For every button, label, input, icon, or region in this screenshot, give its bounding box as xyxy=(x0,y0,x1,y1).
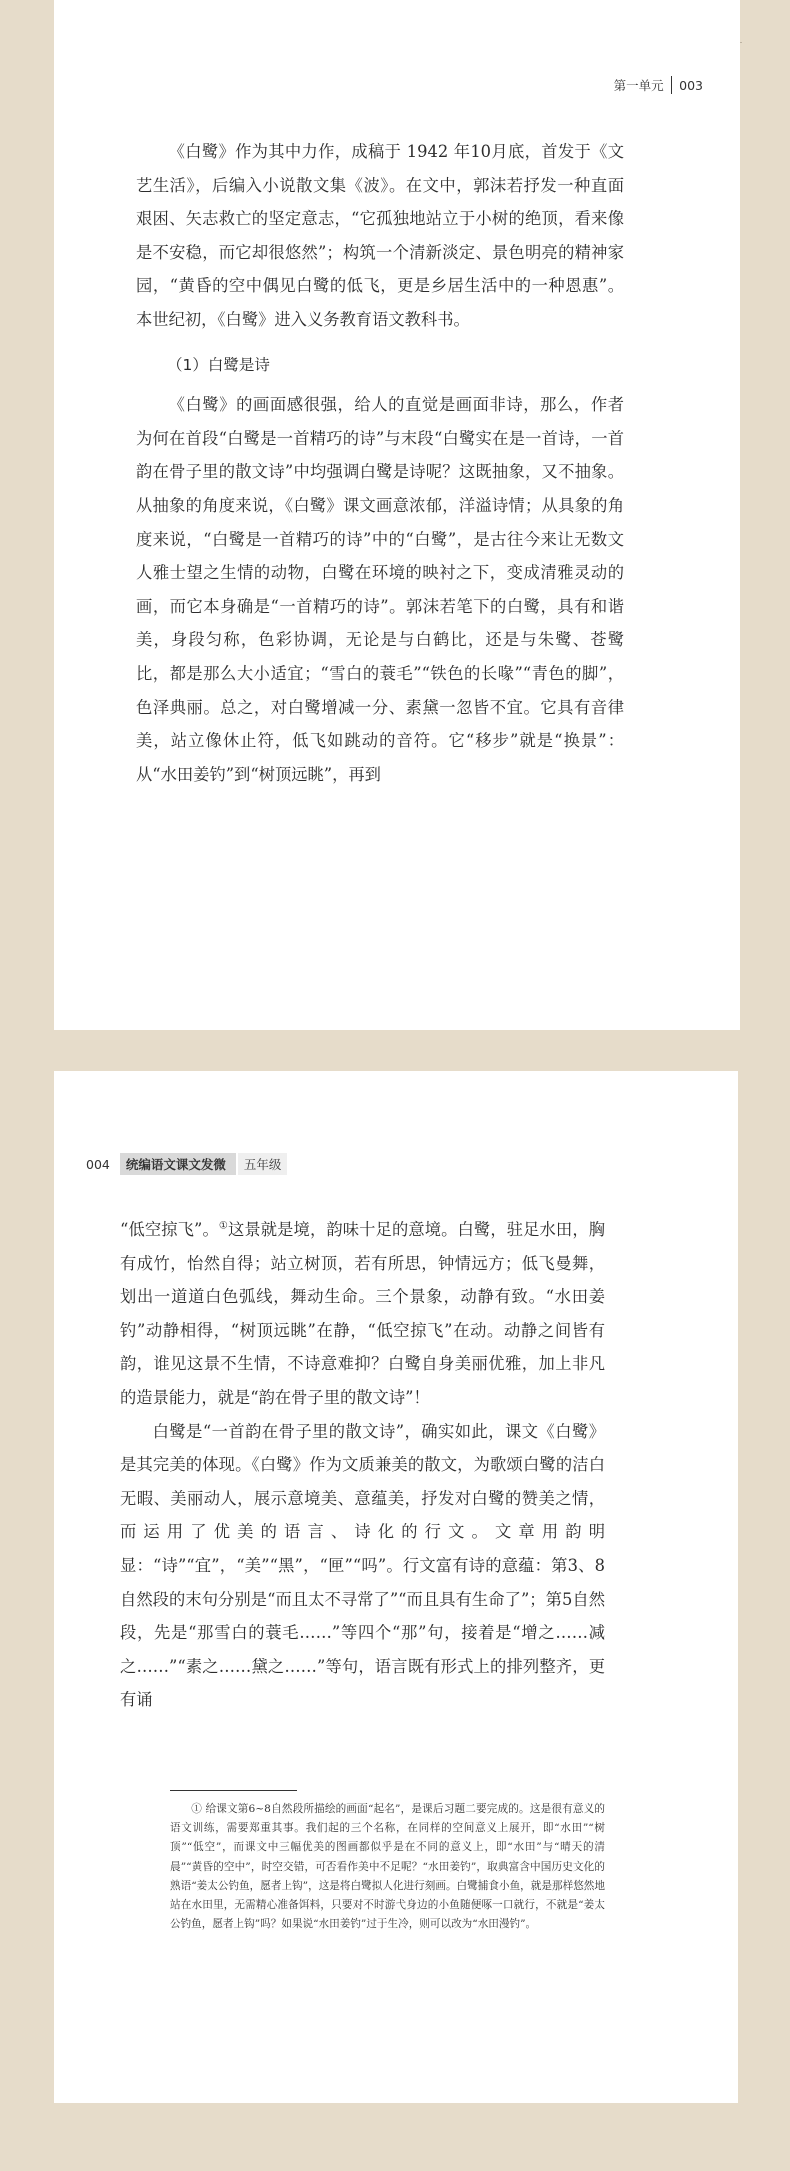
section-heading: （1）白鹭是诗 xyxy=(167,355,270,374)
paragraph-text: “低空掠飞”。 xyxy=(120,1220,219,1239)
unit-label: 第一单元 xyxy=(613,78,664,93)
paragraph-text: 这景就是境，韵味十足的意境。白鹭，驻足水田，胸有成竹，怡然自得；站立树顶，若有所思，钟情远方；低飞曼舞，划出一道道白色弧线，舞动生命。三个景象，动静有致。“水田姜钓”动静相得，“树顶远眺”在静，“低空掠飞”在动。动静之间皆有韵，谁见这景不生情，不诗意难抑？白鹭自身美丽优雅，加上非凡的造景能力，就是“韵在骨子里的散文诗”！ xyxy=(120,1220,605,1407)
header-divider xyxy=(671,76,673,94)
running-head-right xyxy=(614,76,703,94)
running-head-left xyxy=(86,1153,287,1175)
footnote-rule xyxy=(170,1790,297,1791)
body-paragraph xyxy=(120,1213,605,1415)
body-paragraph: 白鹭是“一首韵在骨子里的散文诗”，确实如此，课文《白鹭》是其完美的体现。《白鹭》作为文质兼美的散文，为歌颂白鹭的洁白无暇、美丽动人，展示意境美、意蕴美，抒发对白鹭的赞美之情，而运用了优美的语言、诗化的行文。文章用韵明显：“诗”“宜”，“美”“黑”，“匣”“吗”。行文富有诗的意蕴：第3、8自然段的末句分别是“而且太不寻常了”“而且具有生命了”；第5自然段，先是“那雪白的蓑毛……”等四个“那”句，接着是“增之……减之……”“素之……黛之……”等句，语言既有形式上的排列整齐，更有诵 xyxy=(120,1421,605,1710)
book-title: 统编语文课文发微 xyxy=(120,1153,236,1175)
body-paragraph: 《白鹭》作为其中力作，成稿于 1942 年10月底，首发于《文艺生活》，后编入小说散文集《波》。在文中，郭沫若抒发一种直面艰困、矢志救亡的坚定意志，“它孤独地站立于小树的绝顶，看来像是不安稳，而它却很悠然”；构筑一个清新淡定、景色明亮的精神家园，“黄昏的空中偶见白鹭的低飞，更是乡居生活中的一种恩惠”。本世纪初，《白鹭》进入义务教育语文教科书。 xyxy=(136,142,624,329)
page-number: 004 xyxy=(86,1156,110,1172)
footnote-marker: ① xyxy=(218,1220,228,1232)
body-paragraph: 《白鹭》的画面感很强，给人的直觉是画面非诗，那么，作者为何在首段“白鹭是一首精巧的诗”与末段“白鹭实在是一首诗，一首韵在骨子里的散文诗”中均强调白鹭是诗呢？这既抽象，又不抽象。从抽象的角度来说，《白鹭》课文画意浓郁，洋溢诗情；从具象的角度来说，“白鹭是一首精巧的诗”中的“白鹭”，是古往今来让无数文人雅士望之生情的动物，白鹭在环境的映衬之下，变成清雅灵动的画，而它本身确是“一首精巧的诗”。郭沫若笔下的白鹭，具有和谐美，身段匀称，色彩协调，无论是与白鹤比，还是与朱鹭、苍鹭比，都是那么大小适宜；“雪白的蓑毛”“铁色的长喙”“青色的脚”，色泽典丽。总之，对白鹭增减一分、素黛一忽皆不宜。它具有音律美，站立像休止符，低飞如跳动的音符。它“移步”就是“换景”：从“水田姜钓”到“树顶远眺”，再到 xyxy=(136,395,624,784)
page-004-body xyxy=(120,1213,605,1717)
page-003-body xyxy=(136,135,624,791)
page-number: 003 xyxy=(679,77,703,93)
grade-label: 五年级 xyxy=(238,1153,288,1175)
footnote: ① 给课文第6~8自然段所描绘的画面“起名”，是课后习题二要完成的。这是很有意义的语文训练，需要郑重其事。我们起的三个名称，在同样的空间意义上展开，即“水田”“树顶”“低空”，而课文中三幅优美的图画都似乎是在不同的意义上，即“水田”与“晴天的清晨”“黄昏的空中”，时空交错，可否看作美中不足呢？“水田姜钓”，取典富含中国历史文化的熟语“姜太公钓鱼，愿者上钩”，这是将白鹭拟人化进行刻画。白鹭捕食小鱼，就是那样悠然地站在水田里，无需精心准备饵料，只要对不时游弋身边的小鱼随便啄一口就行，不就是“姜太公钓鱼，愿者上钩”吗？如果说“水田姜钓”过于生冷，则可以改为“水田漫钓”。 xyxy=(170,1803,605,1931)
